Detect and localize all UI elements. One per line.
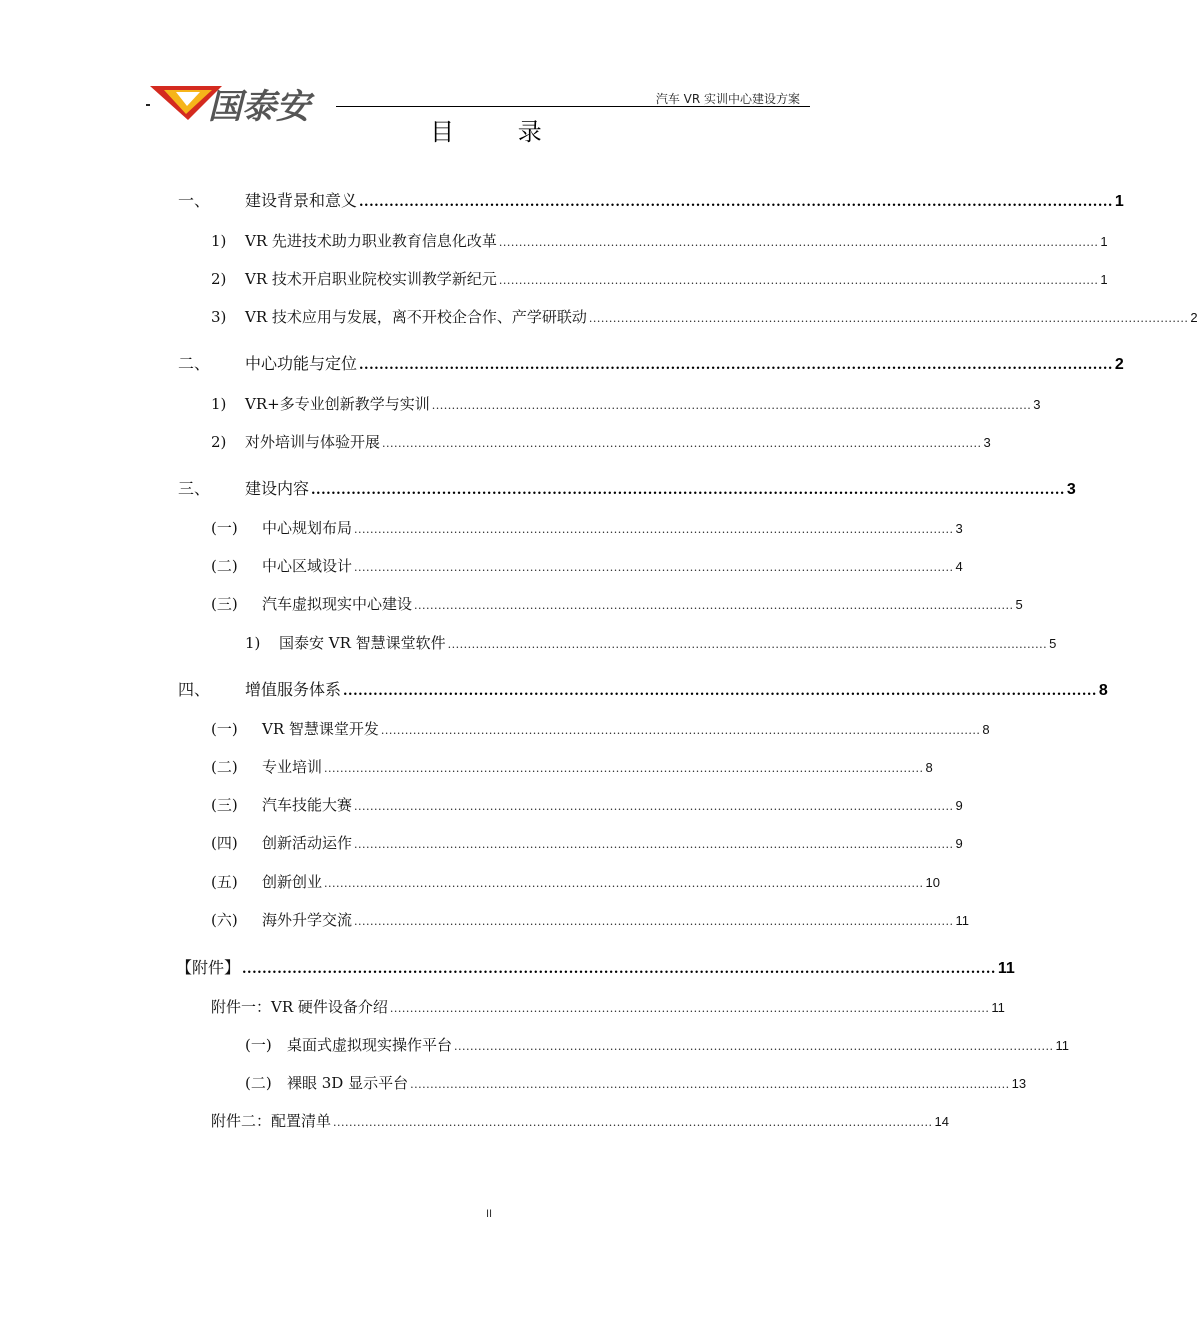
page-header	[0, 0, 950, 127]
toc-entry-number: 2)	[211, 270, 227, 288]
toc-entry-page: 8	[1098, 682, 1108, 699]
toc-entry-page: 3	[983, 435, 991, 450]
toc-entry[interactable]	[211, 794, 963, 815]
dot-leader: ......................................................................................................................................................	[343, 684, 1097, 699]
toc-entry-label: VR 先进技术助力职业教育信息化改革	[245, 232, 497, 250]
toc-entry-number: 四、	[178, 680, 211, 699]
toc-entry[interactable]	[211, 230, 1108, 251]
logo-wordmark: 国泰安	[208, 87, 310, 127]
dot-leader: ......................................................................................................................................................	[324, 877, 924, 890]
toc-entry-page: 2	[1190, 310, 1198, 325]
toc-entry-label: 【附件】	[176, 958, 241, 977]
toc-entry-number: 1)	[211, 232, 227, 250]
toc-entry-label: 桌面式虚拟现实操作平台	[287, 1036, 453, 1054]
toc-entry[interactable]	[211, 306, 1198, 327]
toc-entry-number: (四)	[211, 834, 238, 852]
dot-leader: ......................................................................................................................................................	[354, 561, 954, 574]
dot-leader: ......................................................................................................................................................	[333, 1116, 933, 1129]
toc-entry-number: 二、	[178, 354, 211, 373]
toc-entry-page: 5	[1049, 636, 1057, 651]
toc-entry[interactable]	[178, 351, 1124, 374]
dot-leader: ......................................................................................................................................................	[382, 437, 982, 450]
toc-entry-number: (一)	[211, 519, 238, 537]
toc-entry-label: 中心规划布局	[262, 519, 353, 537]
toc-entry-number: 1)	[245, 634, 261, 652]
toc-entry[interactable]	[211, 431, 991, 452]
dot-leader: ......................................................................................................................................................	[242, 962, 996, 977]
toc-entry[interactable]	[178, 188, 1124, 211]
dot-leader: ......................................................................................................................................................	[354, 523, 954, 536]
toc-entry-page: 11	[991, 1000, 1005, 1015]
dot-leader: ......................................................................................................................................................	[389, 1002, 990, 1015]
toc-entry-page: 9	[955, 836, 963, 851]
toc-entry-label: VR 技术应用与发展，离不开校企合作、产学研联动	[245, 308, 587, 326]
toc-entry-label: 附件一：VR 硬件设备介绍	[211, 998, 388, 1016]
toc-entry-label: 裸眼 3D 显示平台	[287, 1074, 409, 1092]
dot-leader: ......................................................................................................................................................	[431, 399, 1032, 412]
toc-entry-label: 创新活动运作	[262, 834, 353, 852]
dot-leader: ......................................................................................................................................................	[410, 1078, 1010, 1091]
toc-entry-label: 创新创业	[262, 873, 323, 891]
toc-entry-label: VR+多专业创新教学与实训	[245, 395, 430, 413]
toc-entry-page: 11	[955, 913, 970, 928]
toc-entry-page: 8	[982, 722, 990, 737]
toc-entry-number: (二)	[211, 758, 238, 776]
toc-entry-number: (一)	[211, 720, 238, 738]
toc-entry-number: (六)	[211, 911, 238, 929]
toc-entry-number: 1)	[211, 395, 227, 413]
toc-entry[interactable]	[211, 871, 940, 892]
toc-entry-page: 13	[1011, 1076, 1027, 1091]
dot-leader: ......................................................................................................................................................	[359, 195, 1113, 210]
toc-entry[interactable]	[211, 268, 1108, 289]
toc-entry-number: 2)	[211, 433, 227, 451]
toc-entry-number: (五)	[211, 873, 238, 891]
dot-leader: ......................................................................................................................................................	[447, 638, 1048, 651]
dot-leader: ......................................................................................................................................................	[498, 274, 1099, 287]
toc-entry[interactable]	[211, 593, 1023, 614]
toc-entry-label: 专业培训	[262, 758, 323, 776]
toc-entry-page: 1	[1100, 272, 1108, 287]
toc-entry-number: (一)	[245, 1036, 272, 1054]
toc-entry-label: 汽车虚拟现实中心建设	[262, 595, 413, 613]
toc-entry-page: 14	[934, 1114, 949, 1129]
toc-entry[interactable]	[211, 1110, 949, 1131]
toc-entry-label: 对外培训与体验开展	[245, 433, 381, 451]
dot-leader: ......................................................................................................................................................	[498, 236, 1099, 249]
dot-leader: ......................................................................................................................................................	[354, 800, 954, 813]
toc-entry[interactable]	[211, 909, 970, 930]
toc-entry[interactable]	[211, 996, 1005, 1017]
document-title: 汽车 VR 实训中心建设方案	[655, 92, 800, 106]
toc-title: 目 录	[430, 118, 570, 146]
toc-entry-number: 3)	[211, 308, 227, 326]
dot-leader: ......................................................................................................................................................	[311, 483, 1065, 498]
toc-entry-page: 8	[925, 760, 933, 775]
toc-entry[interactable]	[176, 955, 1015, 978]
toc-entry-number: (二)	[245, 1074, 272, 1092]
dot-leader: ......................................................................................................................................................	[588, 312, 1189, 325]
toc-entry[interactable]	[245, 632, 1057, 653]
toc-entry-label: 海外升学交流	[262, 911, 353, 929]
toc-entry-page: 1	[1100, 234, 1108, 249]
toc-entry-number: (二)	[211, 557, 238, 575]
toc-entry[interactable]	[211, 555, 963, 576]
toc-entry-page: 5	[1015, 597, 1023, 612]
toc-entry-label: 建设背景和意义	[245, 191, 358, 210]
toc-entry-label: 建设内容	[245, 479, 310, 498]
dot-leader: ......................................................................................................................................................	[454, 1040, 1054, 1053]
toc-entry[interactable]	[211, 832, 963, 853]
dot-leader: ......................................................................................................................................................	[414, 599, 1014, 612]
toc-entry-number: (三)	[211, 595, 238, 613]
toc-entry[interactable]	[211, 718, 990, 739]
toc-entry-page: 4	[955, 559, 963, 574]
toc-entry-page: 3	[1033, 397, 1041, 412]
toc-entry-page: 2	[1114, 356, 1124, 373]
toc-entry-label: VR 技术开启职业院校实训教学新纪元	[245, 270, 497, 288]
dot-leader: ......................................................................................................................................................	[359, 358, 1113, 373]
toc-entry[interactable]	[178, 476, 1076, 499]
toc-entry-page: 1	[1114, 193, 1124, 210]
toc-entry-page: 9	[955, 798, 963, 813]
dot-leader: ......................................................................................................................................................	[380, 724, 981, 737]
toc-entry-number: (三)	[211, 796, 238, 814]
toc-entry-number: 三、	[178, 479, 211, 498]
toc-entry-label: 中心功能与定位	[245, 354, 358, 373]
page-number: II	[485, 1208, 493, 1220]
toc-entry-page: 3	[1066, 481, 1076, 498]
toc-entry-page: 10	[925, 875, 940, 890]
dot-leader: ......................................................................................................................................................	[354, 838, 954, 851]
dot-leader: ......................................................................................................................................................	[354, 915, 954, 928]
toc-entry[interactable]	[245, 1072, 1027, 1093]
toc-entry-page: 11	[997, 960, 1015, 977]
toc-entry-page: 3	[955, 521, 963, 536]
toc-entry-label: 附件二：配置清单	[211, 1112, 332, 1130]
toc-entry[interactable]	[245, 1034, 1070, 1055]
toc-entry[interactable]	[178, 677, 1108, 700]
toc-entry-label: 中心区域设计	[262, 557, 353, 575]
toc-entry-label: VR 智慧课堂开发	[262, 720, 379, 738]
toc-entry-number: 一、	[178, 191, 211, 210]
toc-entry-label: 汽车技能大赛	[262, 796, 353, 814]
toc-entry[interactable]	[211, 756, 933, 777]
toc-entry-label: 国泰安 VR 智慧课堂软件	[279, 634, 446, 652]
toc-entry-page: 11	[1055, 1038, 1070, 1053]
toc-entry[interactable]	[211, 393, 1041, 414]
header-rule	[336, 106, 810, 107]
toc-entry[interactable]	[211, 517, 963, 538]
dot-leader: ......................................................................................................................................................	[324, 762, 924, 775]
toc-entry-label: 增值服务体系	[245, 680, 342, 699]
